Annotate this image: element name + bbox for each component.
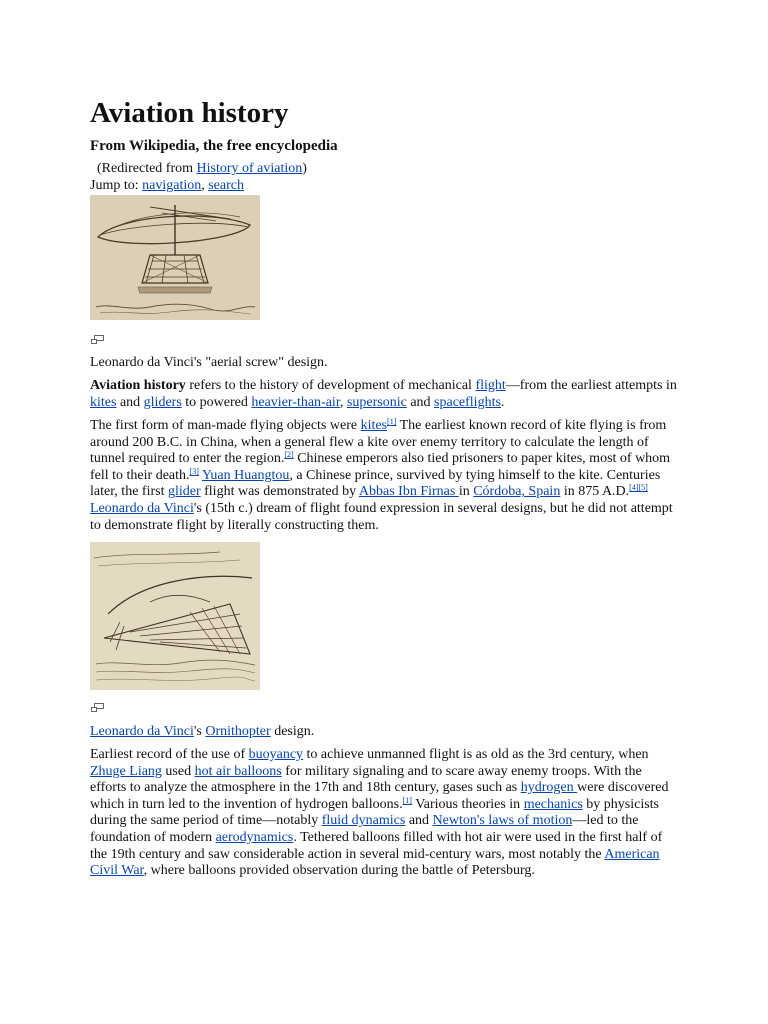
link-cordoba-spain[interactable]: Córdoba, Spain [473,484,561,500]
text: by physicists during the same period of time—notably [90,796,660,829]
ornithopter-sketch [90,542,260,690]
text: —led to the foundation of modern [90,813,639,845]
text: design. [270,724,315,739]
text: in [458,484,474,500]
link-buoyancy[interactable]: buoyancy [248,747,304,762]
link-newtons-laws-of-motion[interactable]: Newton's laws of motion [432,813,573,829]
text: 's (15th c.) dream of flight found expression in several designs, but he did not attempt to demonstrate flight by literally constructing them. [90,500,673,533]
link-spaceflights[interactable]: spaceflights [434,394,501,410]
citation-link[interactable]: [1] [402,795,412,805]
jump-navigation-link[interactable]: navigation [142,178,202,193]
link-supersonic[interactable]: supersonic [346,394,407,410]
text: to achieve unmanned flight is as old as the 3rd century, when [303,747,649,762]
jump-search-link[interactable]: search [208,178,244,193]
text: , [339,394,347,410]
citation-link[interactable]: [2] [284,450,294,460]
link-abbas-ibn-firnas[interactable]: Abbas Ibn Firnas [358,484,459,500]
citation-link[interactable]: [3] [189,466,199,476]
link-glider[interactable]: glider [167,484,201,500]
text: . [500,394,505,410]
text: 's [193,724,206,739]
aerial-screw-sketch [90,195,260,320]
text: flight was demonstrated by [200,484,359,500]
redirect-suffix: ) [302,161,307,176]
jump-separator: , [201,178,209,193]
text: The first form of man-made flying objects were [90,418,361,433]
link-american-civil-war[interactable]: American Civil War [90,846,660,879]
ornithopter-caption [90,724,314,741]
text: were discovered which in turn led to the invention of hydrogen balloons. [90,780,669,812]
jump-to-bar [90,178,244,195]
link-fluid-dynamics[interactable]: fluid dynamics [321,813,406,829]
jump-label: Jump to: [90,178,143,193]
link-heavier-than-air[interactable]: heavier-than-air [251,394,340,410]
text: in 875 A.D. [560,484,630,500]
link-zhuge-liang[interactable]: Zhuge Liang [90,763,162,779]
redirect-link[interactable]: History of aviation [196,161,303,176]
page-subtitle: From Wikipedia, the free encyclopedia [90,138,338,154]
text: The earliest known record of kite flying is from around 200 B.C. in China, when a general flew a kite over enemy territory to calculate the length of tunnel required to enter the region. [90,418,667,467]
link-ornithopter[interactable]: Ornithopter [205,724,271,739]
link-mechanics[interactable]: mechanics [523,796,583,812]
citation-link[interactable]: [1] [387,417,397,426]
kites-paragraph [90,418,680,534]
link-yuan-huangtou[interactable]: Yuan Huangtou [201,467,290,483]
link-leonardo-da-vinci[interactable]: Leonardo da Vinci [90,500,194,516]
intro-paragraph [90,378,680,411]
text: used [161,763,195,779]
text: Earliest record of the use of [90,747,249,762]
text: , a Chinese prince, survived by tying himself to the kite. Centuries later, the first [90,467,661,500]
link-kites[interactable]: kites [90,394,117,410]
ornithopter-image[interactable] [90,542,260,690]
link-hydrogen[interactable]: hydrogen [520,780,578,796]
page-title: Aviation history [90,97,289,129]
link-leonardo-da-vinci[interactable]: Leonardo da Vinci [90,724,194,739]
citation-link[interactable]: [4][5] [629,483,648,493]
text: —from the earliest attempts in [505,378,677,393]
text: . Tethered balloons filled with hot air were used in the first half of the 19th century and saw considerable action in several mid-century wars, most notably the [90,829,663,862]
link-flight[interactable]: flight [475,378,506,393]
text: Various theories in [411,796,524,812]
text: refers to the history of development of mechanical [185,378,476,393]
redirect-notice [97,161,307,178]
redirect-prefix: (Redirected from [97,161,197,176]
link-gliders[interactable]: gliders [143,394,182,410]
text: and [116,394,144,410]
text: , where balloons provided observation during the battle of Petersburg. [143,863,535,879]
bold-term: Aviation history [90,378,186,393]
link-kites[interactable]: kites [360,418,388,433]
text: to powered [181,394,252,410]
balloons-paragraph [90,747,680,880]
text: Chinese emperors also tied prisoners to paper kites, most of whom fell to their death. [90,451,671,483]
text: for military signaling and to scare away enemy troops. With the efforts to analyze the atmosphere in the 17th and 18th century, gases such as [90,763,642,796]
magnify-clip-icon[interactable] [91,333,104,342]
link-aerodynamics[interactable]: aerodynamics [215,829,294,845]
aerial-screw-image[interactable] [90,195,260,320]
text: and [406,394,435,410]
magnify-clip-icon[interactable] [91,701,104,710]
link-hot-air-balloons[interactable]: hot air balloons [194,763,282,779]
text: and [405,813,433,829]
aerial-screw-caption: Leonardo da Vinci's "aerial screw" design. [90,355,328,370]
